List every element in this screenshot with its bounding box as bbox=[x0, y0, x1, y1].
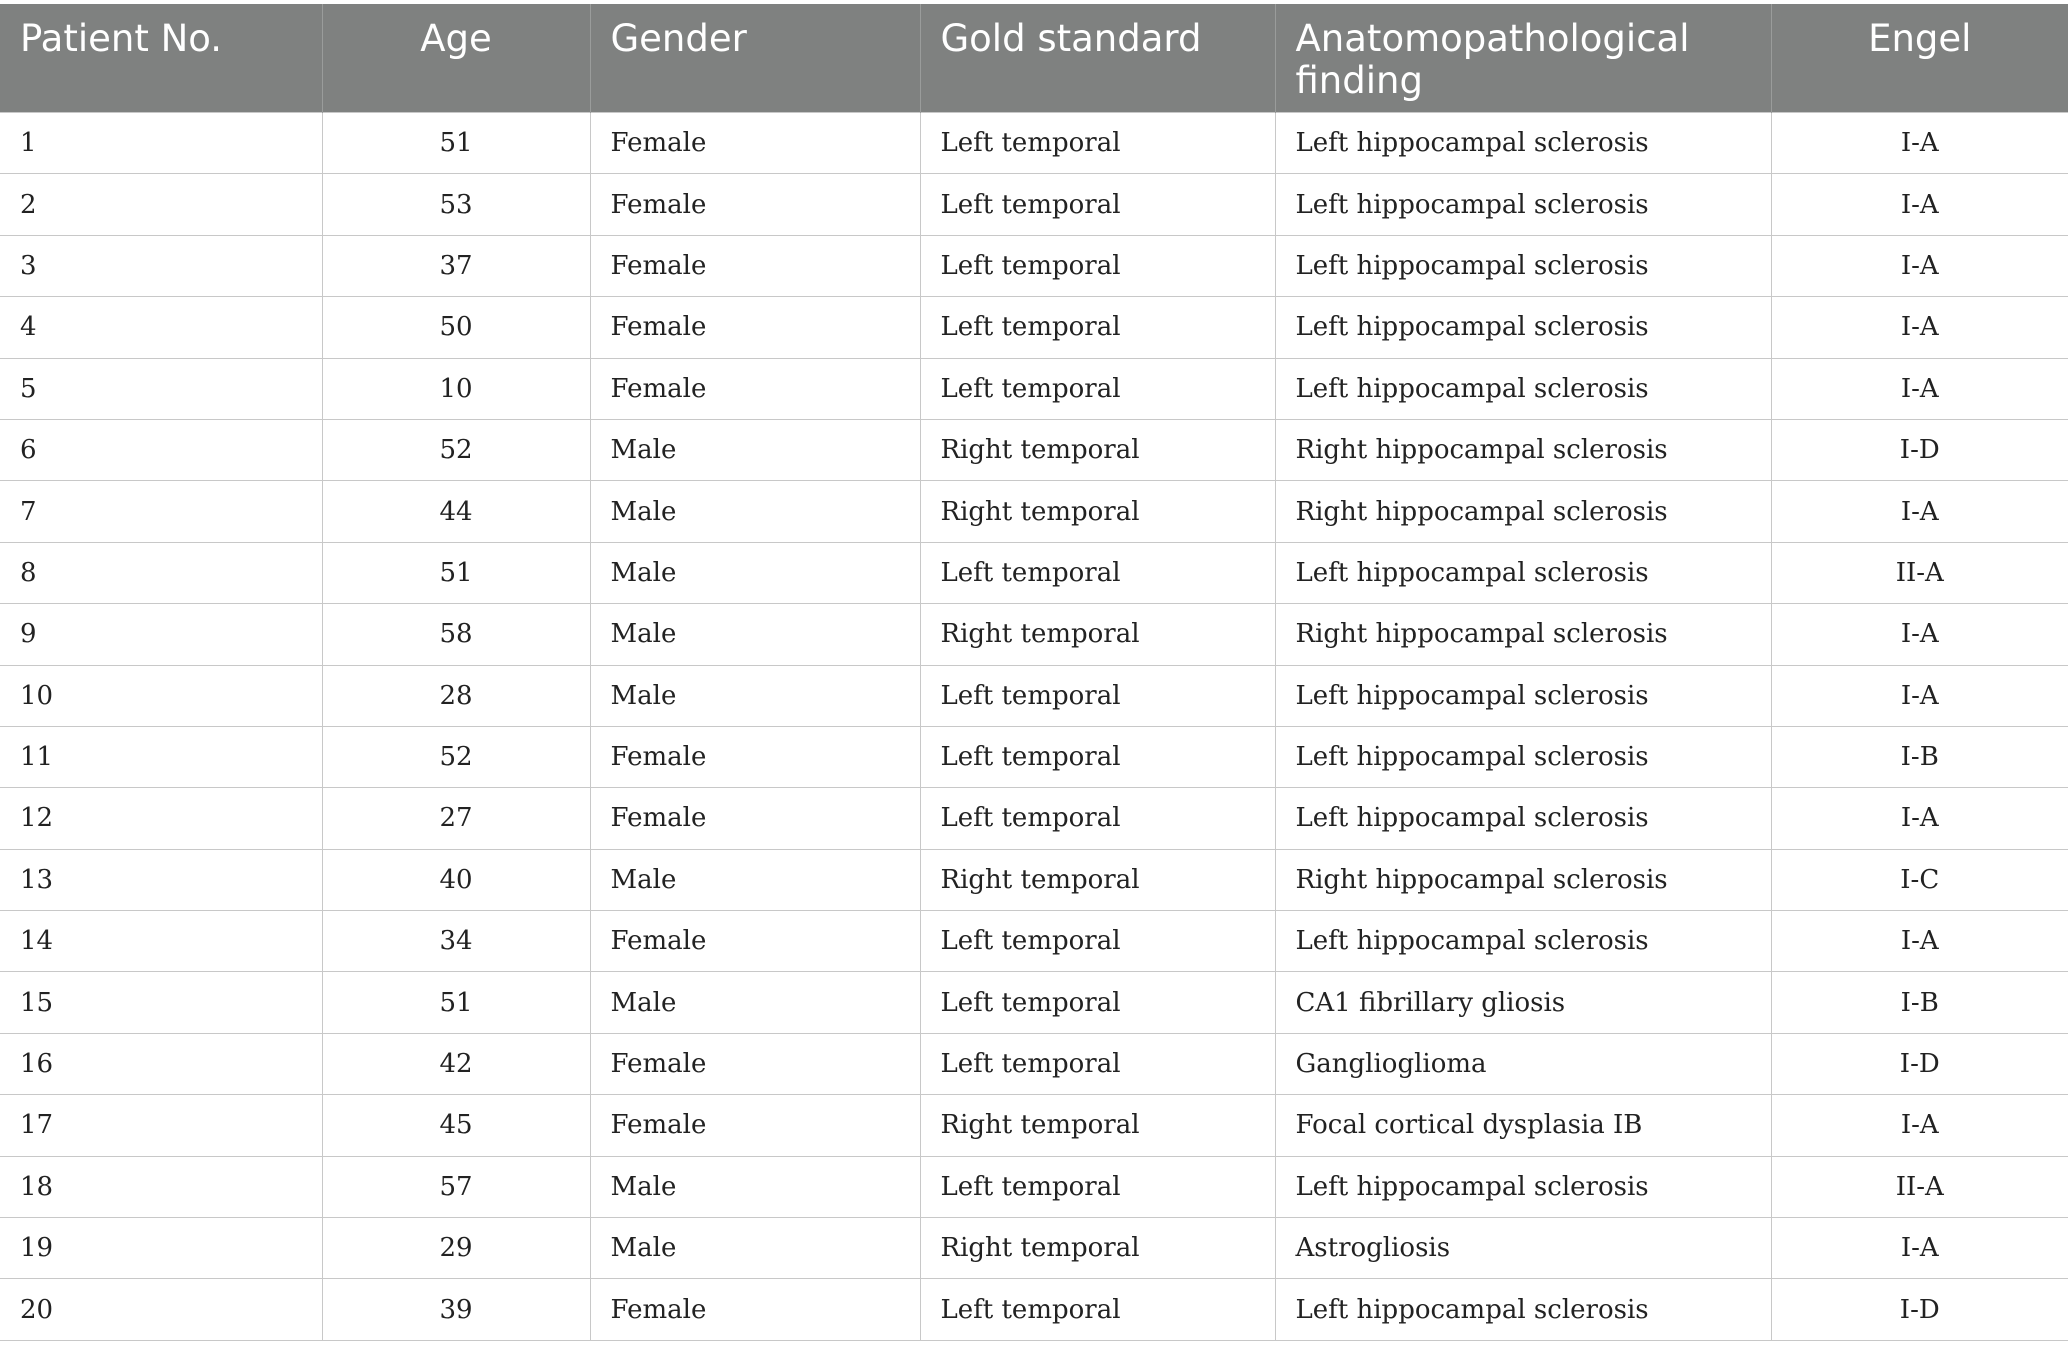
cell-age: 57 bbox=[322, 1156, 590, 1217]
table-row bbox=[0, 972, 2068, 1033]
cell-anatomopathological-finding: Right hippocampal sclerosis bbox=[1275, 604, 1771, 665]
cell-patient-no: 13 bbox=[0, 849, 322, 910]
cell-patient-no: 7 bbox=[0, 481, 322, 542]
cell-gold-standard: Left temporal bbox=[920, 1279, 1275, 1340]
cell-gender: Male bbox=[590, 1156, 920, 1217]
cell-engel: I-A bbox=[1771, 297, 2068, 358]
table-row bbox=[0, 1279, 2068, 1340]
cell-age: 37 bbox=[322, 235, 590, 296]
cell-age: 53 bbox=[322, 174, 590, 235]
cell-gender: Female bbox=[590, 235, 920, 296]
cell-engel: I-A bbox=[1771, 481, 2068, 542]
cell-gold-standard: Left temporal bbox=[920, 1033, 1275, 1094]
cell-anatomopathological-finding: Left hippocampal sclerosis bbox=[1275, 297, 1771, 358]
cell-age: 52 bbox=[322, 419, 590, 480]
cell-gold-standard: Right temporal bbox=[920, 419, 1275, 480]
cell-anatomopathological-finding: Left hippocampal sclerosis bbox=[1275, 358, 1771, 419]
table-row bbox=[0, 788, 2068, 849]
cell-anatomopathological-finding: Left hippocampal sclerosis bbox=[1275, 542, 1771, 603]
cell-patient-no: 11 bbox=[0, 726, 322, 787]
cell-anatomopathological-finding: Right hippocampal sclerosis bbox=[1275, 849, 1771, 910]
patient-table-container bbox=[0, 4, 2068, 1341]
cell-anatomopathological-finding: Left hippocampal sclerosis bbox=[1275, 726, 1771, 787]
cell-gold-standard: Right temporal bbox=[920, 1218, 1275, 1279]
cell-anatomopathological-finding: Left hippocampal sclerosis bbox=[1275, 788, 1771, 849]
cell-age: 42 bbox=[322, 1033, 590, 1094]
cell-patient-no: 1 bbox=[0, 113, 322, 174]
cell-age: 10 bbox=[322, 358, 590, 419]
cell-engel: II-A bbox=[1771, 1156, 2068, 1217]
cell-gender: Male bbox=[590, 665, 920, 726]
cell-engel: I-A bbox=[1771, 1218, 2068, 1279]
cell-patient-no: 4 bbox=[0, 297, 322, 358]
header-patient-no: Patient No. bbox=[0, 4, 322, 113]
cell-gender: Female bbox=[590, 1095, 920, 1156]
cell-anatomopathological-finding: Left hippocampal sclerosis bbox=[1275, 665, 1771, 726]
cell-engel: I-A bbox=[1771, 788, 2068, 849]
cell-patient-no: 5 bbox=[0, 358, 322, 419]
table-row bbox=[0, 1095, 2068, 1156]
cell-engel: II-A bbox=[1771, 542, 2068, 603]
cell-patient-no: 12 bbox=[0, 788, 322, 849]
header-row bbox=[0, 4, 2068, 113]
cell-engel: I-A bbox=[1771, 358, 2068, 419]
cell-anatomopathological-finding: Right hippocampal sclerosis bbox=[1275, 419, 1771, 480]
table-row bbox=[0, 849, 2068, 910]
cell-patient-no: 14 bbox=[0, 911, 322, 972]
table-row bbox=[0, 911, 2068, 972]
table-row bbox=[0, 481, 2068, 542]
cell-gold-standard: Left temporal bbox=[920, 358, 1275, 419]
cell-patient-no: 17 bbox=[0, 1095, 322, 1156]
table-row bbox=[0, 604, 2068, 665]
cell-gender: Male bbox=[590, 481, 920, 542]
cell-gold-standard: Left temporal bbox=[920, 788, 1275, 849]
table-row bbox=[0, 1218, 2068, 1279]
table-row bbox=[0, 726, 2068, 787]
cell-gender: Female bbox=[590, 113, 920, 174]
header-gold-standard: Gold standard bbox=[920, 4, 1275, 113]
table-row bbox=[0, 174, 2068, 235]
cell-gender: Male bbox=[590, 419, 920, 480]
cell-anatomopathological-finding: Right hippocampal sclerosis bbox=[1275, 481, 1771, 542]
cell-gold-standard: Right temporal bbox=[920, 1095, 1275, 1156]
cell-gender: Female bbox=[590, 1033, 920, 1094]
cell-patient-no: 3 bbox=[0, 235, 322, 296]
cell-age: 29 bbox=[322, 1218, 590, 1279]
cell-gender: Male bbox=[590, 1218, 920, 1279]
cell-patient-no: 16 bbox=[0, 1033, 322, 1094]
cell-age: 51 bbox=[322, 972, 590, 1033]
cell-engel: I-B bbox=[1771, 726, 2068, 787]
cell-gender: Male bbox=[590, 542, 920, 603]
cell-gold-standard: Left temporal bbox=[920, 542, 1275, 603]
cell-gold-standard: Left temporal bbox=[920, 113, 1275, 174]
cell-patient-no: 8 bbox=[0, 542, 322, 603]
cell-gold-standard: Right temporal bbox=[920, 481, 1275, 542]
cell-anatomopathological-finding: Left hippocampal sclerosis bbox=[1275, 235, 1771, 296]
cell-patient-no: 6 bbox=[0, 419, 322, 480]
cell-engel: I-B bbox=[1771, 972, 2068, 1033]
cell-patient-no: 2 bbox=[0, 174, 322, 235]
cell-gold-standard: Left temporal bbox=[920, 297, 1275, 358]
cell-age: 39 bbox=[322, 1279, 590, 1340]
cell-age: 51 bbox=[322, 113, 590, 174]
cell-engel: I-A bbox=[1771, 911, 2068, 972]
cell-engel: I-C bbox=[1771, 849, 2068, 910]
header-engel: Engel bbox=[1771, 4, 2068, 113]
cell-age: 28 bbox=[322, 665, 590, 726]
cell-gender: Female bbox=[590, 297, 920, 358]
cell-gender: Male bbox=[590, 849, 920, 910]
cell-engel: I-A bbox=[1771, 665, 2068, 726]
cell-patient-no: 9 bbox=[0, 604, 322, 665]
cell-gold-standard: Right temporal bbox=[920, 849, 1275, 910]
cell-gold-standard: Left temporal bbox=[920, 235, 1275, 296]
table-body bbox=[0, 113, 2068, 1341]
cell-age: 51 bbox=[322, 542, 590, 603]
table-row bbox=[0, 1156, 2068, 1217]
cell-anatomopathological-finding: Left hippocampal sclerosis bbox=[1275, 174, 1771, 235]
cell-age: 58 bbox=[322, 604, 590, 665]
table-row bbox=[0, 235, 2068, 296]
cell-engel: I-D bbox=[1771, 419, 2068, 480]
cell-patient-no: 19 bbox=[0, 1218, 322, 1279]
cell-gold-standard: Left temporal bbox=[920, 174, 1275, 235]
cell-gender: Male bbox=[590, 972, 920, 1033]
cell-anatomopathological-finding: Left hippocampal sclerosis bbox=[1275, 1156, 1771, 1217]
header-age: Age bbox=[322, 4, 590, 113]
cell-engel: I-D bbox=[1771, 1033, 2068, 1094]
cell-engel: I-A bbox=[1771, 113, 2068, 174]
cell-patient-no: 20 bbox=[0, 1279, 322, 1340]
cell-gold-standard: Left temporal bbox=[920, 665, 1275, 726]
cell-age: 44 bbox=[322, 481, 590, 542]
cell-gender: Female bbox=[590, 1279, 920, 1340]
cell-anatomopathological-finding: Left hippocampal sclerosis bbox=[1275, 113, 1771, 174]
cell-gold-standard: Right temporal bbox=[920, 604, 1275, 665]
table-row bbox=[0, 542, 2068, 603]
cell-engel: I-D bbox=[1771, 1279, 2068, 1340]
cell-engel: I-A bbox=[1771, 604, 2068, 665]
cell-age: 45 bbox=[322, 1095, 590, 1156]
cell-gold-standard: Left temporal bbox=[920, 1156, 1275, 1217]
cell-gold-standard: Left temporal bbox=[920, 911, 1275, 972]
cell-engel: I-A bbox=[1771, 1095, 2068, 1156]
table-row bbox=[0, 297, 2068, 358]
cell-gender: Male bbox=[590, 604, 920, 665]
cell-age: 27 bbox=[322, 788, 590, 849]
header-gender: Gender bbox=[590, 4, 920, 113]
cell-engel: I-A bbox=[1771, 235, 2068, 296]
cell-age: 50 bbox=[322, 297, 590, 358]
cell-patient-no: 15 bbox=[0, 972, 322, 1033]
cell-anatomopathological-finding: Astrogliosis bbox=[1275, 1218, 1771, 1279]
table-row bbox=[0, 358, 2068, 419]
cell-anatomopathological-finding: Ganglioglioma bbox=[1275, 1033, 1771, 1094]
cell-gender: Female bbox=[590, 788, 920, 849]
table-row bbox=[0, 665, 2068, 726]
cell-anatomopathological-finding: Left hippocampal sclerosis bbox=[1275, 1279, 1771, 1340]
table-row bbox=[0, 419, 2068, 480]
cell-engel: I-A bbox=[1771, 174, 2068, 235]
cell-gender: Female bbox=[590, 911, 920, 972]
cell-patient-no: 10 bbox=[0, 665, 322, 726]
table-row bbox=[0, 1033, 2068, 1094]
patient-table bbox=[0, 4, 2068, 1341]
table-header bbox=[0, 4, 2068, 113]
cell-anatomopathological-finding: Left hippocampal sclerosis bbox=[1275, 911, 1771, 972]
cell-patient-no: 18 bbox=[0, 1156, 322, 1217]
cell-gender: Female bbox=[590, 726, 920, 787]
cell-gender: Female bbox=[590, 358, 920, 419]
header-anatomopathological-finding: Anatomopathological finding bbox=[1275, 4, 1771, 113]
cell-anatomopathological-finding: Focal cortical dysplasia IB bbox=[1275, 1095, 1771, 1156]
cell-age: 34 bbox=[322, 911, 590, 972]
cell-gold-standard: Left temporal bbox=[920, 726, 1275, 787]
table-row bbox=[0, 113, 2068, 174]
cell-age: 52 bbox=[322, 726, 590, 787]
cell-age: 40 bbox=[322, 849, 590, 910]
cell-gender: Female bbox=[590, 174, 920, 235]
cell-anatomopathological-finding: CA1 fibrillary gliosis bbox=[1275, 972, 1771, 1033]
cell-gold-standard: Left temporal bbox=[920, 972, 1275, 1033]
